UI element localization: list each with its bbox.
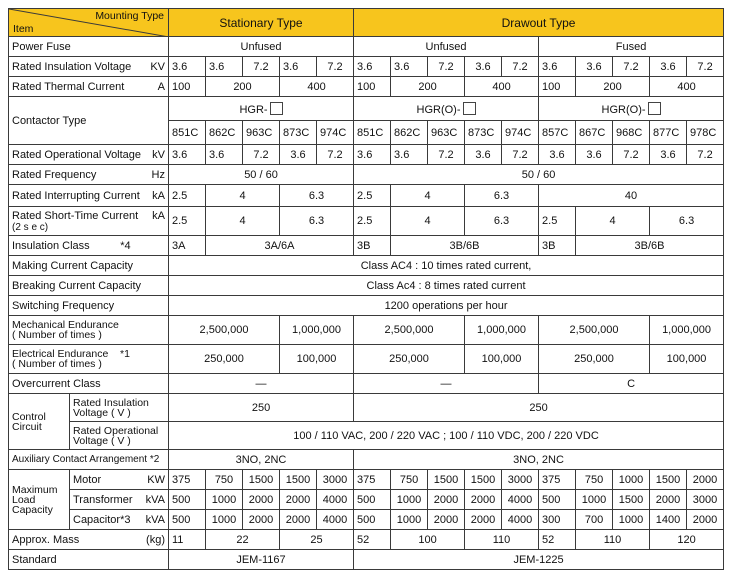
- cell: 3.6: [391, 57, 428, 77]
- rated-short-time-current-row: [9, 207, 724, 236]
- cell: 2.5: [169, 207, 206, 236]
- label-text: Circuit: [12, 420, 42, 433]
- cell: 2000: [428, 490, 465, 510]
- power-fuse-row: [9, 37, 724, 57]
- cell: 1000: [391, 490, 428, 510]
- cell: 3B: [354, 236, 391, 256]
- cell: 2000: [280, 510, 317, 530]
- row-label: [9, 236, 169, 256]
- label-text: Capacitor*3: [73, 513, 131, 526]
- label-text: Rated Thermal Current: [12, 80, 125, 93]
- cell: 1000: [613, 510, 650, 530]
- cell: 2000: [650, 490, 687, 510]
- cell: 3A: [169, 236, 206, 256]
- unit-text: A: [157, 80, 165, 93]
- cell: 200: [206, 77, 280, 97]
- cell: 3.6: [391, 145, 428, 165]
- control-circuit-insulation-row: [9, 394, 724, 422]
- label-subtext: ( Number of times ): [12, 329, 102, 341]
- cell: 7.2: [428, 57, 465, 77]
- cell: 100,000: [465, 345, 539, 374]
- unit-text: Hz: [151, 168, 165, 181]
- label-text: Load: [12, 493, 36, 506]
- blank-box-icon: [463, 102, 476, 115]
- cell: 400: [650, 77, 724, 97]
- cell: 7.2: [317, 145, 354, 165]
- cell: 3.6: [465, 57, 502, 77]
- cell: 1500: [428, 470, 465, 490]
- cell: 857C: [539, 121, 576, 145]
- label-text: Maximum: [12, 483, 58, 496]
- row-label: Overcurrent Class: [9, 374, 169, 394]
- cell: 110: [465, 530, 539, 550]
- cell: 250,000: [354, 345, 465, 374]
- blank-box-icon: [270, 102, 283, 115]
- cell: 300: [539, 510, 576, 530]
- cell: 1,000,000: [465, 316, 539, 345]
- row-label: Contactor Type: [9, 97, 169, 145]
- cell: 7.2: [428, 145, 465, 165]
- rated-frequency-row: [9, 165, 724, 185]
- label-text: Control: [12, 410, 46, 423]
- cell: 250,000: [169, 345, 280, 374]
- cell: 7.2: [687, 57, 724, 77]
- cell: 3.6: [650, 145, 687, 165]
- cell: 4000: [502, 510, 539, 530]
- cell: 7.2: [243, 57, 280, 77]
- cell: 2000: [243, 510, 280, 530]
- cell: 50 / 60: [169, 165, 354, 185]
- control-circuit-operational-row: [9, 422, 724, 450]
- row-label: [70, 470, 169, 490]
- label-subtext: Voltage ( V ): [73, 434, 131, 447]
- row-label: Power Fuse: [9, 37, 169, 57]
- cell: 200: [391, 77, 465, 97]
- item-label: Item: [13, 23, 34, 35]
- cell: 873C: [280, 121, 317, 145]
- cell: 2.5: [354, 185, 391, 207]
- cell: 100 / 110 VAC, 200 / 220 VAC ; 100 / 110 VDC, 200 / 220 VDC: [169, 422, 724, 450]
- cell: 4: [391, 207, 465, 236]
- row-label: Making Current Capacity: [9, 256, 169, 276]
- cell: 7.2: [317, 57, 354, 77]
- cell: 3.6: [576, 57, 613, 77]
- cell: 6.3: [465, 207, 539, 236]
- cell: Fused: [539, 37, 724, 57]
- cell: 375: [539, 470, 576, 490]
- cell: 3B/6B: [576, 236, 724, 256]
- cell: 500: [169, 510, 206, 530]
- cell: 750: [391, 470, 428, 490]
- cell: 3.6: [539, 145, 576, 165]
- unit-text: kVA: [145, 493, 165, 506]
- cell: 851C: [354, 121, 391, 145]
- label-text: Transformer: [73, 493, 133, 506]
- unit-text: (kg): [146, 533, 165, 546]
- cell: 750: [576, 470, 613, 490]
- cell: 6.3: [280, 185, 354, 207]
- cell: 4: [576, 207, 650, 236]
- cell: 100,000: [650, 345, 724, 374]
- cell: 100,000: [280, 345, 354, 374]
- label-text: Rated Frequency: [12, 168, 97, 181]
- label-text: Insulation Class: [12, 239, 90, 252]
- row-label: [9, 530, 169, 550]
- cell: 877C: [650, 121, 687, 145]
- cell: 750: [206, 470, 243, 490]
- cell: 25: [280, 530, 354, 550]
- cell: 1000: [391, 510, 428, 530]
- mechanical-endurance-row: [9, 316, 724, 345]
- prefix-text: HGR(O)-: [416, 103, 461, 116]
- row-label: [9, 345, 169, 374]
- cell: 2000: [687, 470, 724, 490]
- unit-text: kVA: [145, 513, 165, 526]
- cell: 400: [465, 77, 539, 97]
- blank-box-icon: [648, 102, 661, 115]
- cell: 4000: [317, 490, 354, 510]
- label-text: Rated Insulation: [73, 396, 149, 409]
- group-label: [9, 394, 70, 450]
- cell: 6.3: [465, 185, 539, 207]
- cell: 11: [169, 530, 206, 550]
- cell: 1,000,000: [280, 316, 354, 345]
- cell: 2000: [465, 490, 502, 510]
- cell: Class AC4 : 10 times rated current,: [169, 256, 724, 276]
- specification-table: [8, 8, 724, 570]
- cell: 1500: [650, 470, 687, 490]
- row-label: [70, 490, 169, 510]
- cell: 4000: [502, 490, 539, 510]
- cell: 120: [650, 530, 724, 550]
- standard-row: [9, 550, 724, 570]
- cell: 375: [354, 470, 391, 490]
- row-label: Switching Frequency: [9, 296, 169, 316]
- cell: 2000: [280, 490, 317, 510]
- cell: 3NO, 2NC: [169, 450, 354, 470]
- cell: 100: [354, 77, 391, 97]
- cell: 4000: [317, 510, 354, 530]
- label-text: Rated Operational: [73, 424, 159, 437]
- electrical-endurance-row: [9, 345, 724, 374]
- label-text: Approx. Mass: [12, 533, 80, 546]
- cell: 110: [576, 530, 650, 550]
- prefix-text: HGR-: [239, 103, 268, 116]
- cell: 4: [206, 185, 280, 207]
- cell: 1400: [650, 510, 687, 530]
- cell: 52: [354, 530, 391, 550]
- row-label: [9, 145, 169, 165]
- unit-text: kA: [152, 189, 165, 202]
- cell: 1,000,000: [650, 316, 724, 345]
- label-subtext: Voltage ( V ): [73, 406, 131, 419]
- label-text: Mechanical Endurance: [12, 319, 119, 331]
- cell: 400: [280, 77, 354, 97]
- cell: 862C: [206, 121, 243, 145]
- cell: Class Ac4 : 8 times rated current: [169, 276, 724, 296]
- cell: 1200 operations per hour: [169, 296, 724, 316]
- cell: 3.6: [539, 57, 576, 77]
- cell: 963C: [428, 121, 465, 145]
- row-label: [9, 207, 169, 236]
- cell: 7.2: [613, 57, 650, 77]
- cell: Unfused: [354, 37, 539, 57]
- cell: 3A/6A: [206, 236, 354, 256]
- cell: 862C: [391, 121, 428, 145]
- cell: 2,500,000: [169, 316, 280, 345]
- cell: 700: [576, 510, 613, 530]
- cell: 2.5: [169, 185, 206, 207]
- motor-row: [9, 470, 724, 490]
- cell: 3B/6B: [391, 236, 539, 256]
- cell: [169, 97, 354, 121]
- insulation-class-row: [9, 236, 724, 256]
- cell: 7.2: [243, 145, 280, 165]
- cell: 7.2: [687, 145, 724, 165]
- auxiliary-contact-row: [9, 450, 724, 470]
- drawout-type-header: Drawout Type: [354, 9, 724, 37]
- row-label: [9, 77, 169, 97]
- cell: 968C: [613, 121, 650, 145]
- prefix-text: HGR(O)-: [601, 103, 646, 116]
- cell: 3.6: [169, 57, 206, 77]
- label-subtext: (2 s e c): [12, 221, 49, 233]
- cell: 500: [354, 510, 391, 530]
- contactor-type-row: [9, 97, 724, 121]
- rated-thermal-current-row: [9, 77, 724, 97]
- cell: 2000: [428, 510, 465, 530]
- cell: 3000: [687, 490, 724, 510]
- row-label: [9, 57, 169, 77]
- cell: 6.3: [650, 207, 724, 236]
- cell: 3.6: [206, 145, 243, 165]
- making-current-row: [9, 256, 724, 276]
- label-text: Electrical Endurance: [12, 348, 109, 360]
- cell: 2,500,000: [354, 316, 465, 345]
- rated-operational-voltage-row: [9, 145, 724, 165]
- cell: [539, 97, 724, 121]
- transformer-row: [9, 490, 724, 510]
- cell: 3.6: [280, 57, 317, 77]
- cell: 100: [539, 77, 576, 97]
- cell: 2.5: [539, 207, 576, 236]
- cell: 50 / 60: [354, 165, 724, 185]
- row-label: [9, 165, 169, 185]
- row-label: [70, 394, 169, 422]
- capacitor-row: [9, 510, 724, 530]
- cell: —: [354, 374, 539, 394]
- unit-text: kV: [152, 148, 165, 161]
- cell: 3000: [502, 470, 539, 490]
- cell: 3.6: [650, 57, 687, 77]
- header-row: [9, 9, 724, 37]
- approx-mass-row: [9, 530, 724, 550]
- cell: 974C: [317, 121, 354, 145]
- cell: [354, 97, 539, 121]
- cell: 2000: [465, 510, 502, 530]
- cell: 4: [206, 207, 280, 236]
- cell: 500: [539, 490, 576, 510]
- cell: 52: [539, 530, 576, 550]
- cell: 978C: [687, 121, 724, 145]
- cell: 2000: [243, 490, 280, 510]
- cell: 2.5: [354, 207, 391, 236]
- cell: 40: [539, 185, 724, 207]
- cell: 3.6: [576, 145, 613, 165]
- cell: 200: [576, 77, 650, 97]
- note-text: *1: [119, 348, 130, 360]
- switching-frequency-row: [9, 296, 724, 316]
- cell: 1000: [206, 510, 243, 530]
- cell: 873C: [465, 121, 502, 145]
- unit-text: KW: [147, 473, 165, 486]
- cell: 1500: [465, 470, 502, 490]
- cell: 4: [391, 185, 465, 207]
- label-text: Rated Operational Voltage: [12, 148, 142, 161]
- unit-text: kA: [152, 209, 165, 222]
- cell: 1000: [206, 490, 243, 510]
- unit-text: KV: [150, 60, 165, 73]
- cell: 963C: [243, 121, 280, 145]
- row-label: [70, 510, 169, 530]
- cell: 7.2: [502, 57, 539, 77]
- cell: 7.2: [502, 145, 539, 165]
- cell: —: [169, 374, 354, 394]
- cell: 2,500,000: [539, 316, 650, 345]
- row-label: Standard: [9, 550, 169, 570]
- row-label: Auxiliary Contact Arrangement *2: [9, 450, 169, 470]
- cell: 851C: [169, 121, 206, 145]
- cell: 500: [169, 490, 206, 510]
- corner-header: [9, 9, 169, 37]
- cell: Unfused: [169, 37, 354, 57]
- cell: 3B: [539, 236, 576, 256]
- row-label: Breaking Current Capacity: [9, 276, 169, 296]
- cell: 3NO, 2NC: [354, 450, 724, 470]
- mounting-type-label: Mounting Type: [95, 10, 164, 22]
- cell: 2000: [687, 510, 724, 530]
- cell: 1000: [613, 470, 650, 490]
- cell: 3.6: [206, 57, 243, 77]
- cell: 500: [354, 490, 391, 510]
- cell: 3000: [317, 470, 354, 490]
- rated-interrupting-current-row: [9, 185, 724, 207]
- cell: 1500: [243, 470, 280, 490]
- cell: 974C: [502, 121, 539, 145]
- stationary-type-header: Stationary Type: [169, 9, 354, 37]
- cell: 3.6: [465, 145, 502, 165]
- cell: 7.2: [613, 145, 650, 165]
- cell: 1500: [280, 470, 317, 490]
- cell: JEM-1225: [354, 550, 724, 570]
- cell: 22: [206, 530, 280, 550]
- cell: 3.6: [354, 145, 391, 165]
- cell: 3.6: [354, 57, 391, 77]
- label-text: Motor: [73, 473, 102, 486]
- cell: 3.6: [280, 145, 317, 165]
- cell: 6.3: [280, 207, 354, 236]
- row-label: [9, 316, 169, 345]
- cell: 250,000: [539, 345, 650, 374]
- cell: 3.6: [169, 145, 206, 165]
- cell: 375: [169, 470, 206, 490]
- cell: 1000: [576, 490, 613, 510]
- cell: 100: [391, 530, 465, 550]
- overcurrent-class-row: [9, 374, 724, 394]
- label-text: Rated Interrupting Current: [12, 189, 140, 202]
- cell: 250: [354, 394, 724, 422]
- rated-insulation-voltage-row: [9, 57, 724, 77]
- cell: 100: [169, 77, 206, 97]
- cell: JEM-1167: [169, 550, 354, 570]
- note-text: *4: [120, 239, 131, 252]
- group-label: [9, 470, 70, 530]
- breaking-current-row: [9, 276, 724, 296]
- cell: 1500: [613, 490, 650, 510]
- label-text: Capacity: [12, 503, 53, 516]
- cell: 867C: [576, 121, 613, 145]
- label-text: Rated Insulation Voltage: [12, 60, 132, 73]
- row-label: [70, 422, 169, 450]
- label-subtext: ( Number of times ): [12, 358, 102, 370]
- cell: 250: [169, 394, 354, 422]
- row-label: [9, 185, 169, 207]
- label-text: Rated Short-Time Current: [12, 209, 139, 222]
- cell: C: [539, 374, 724, 394]
